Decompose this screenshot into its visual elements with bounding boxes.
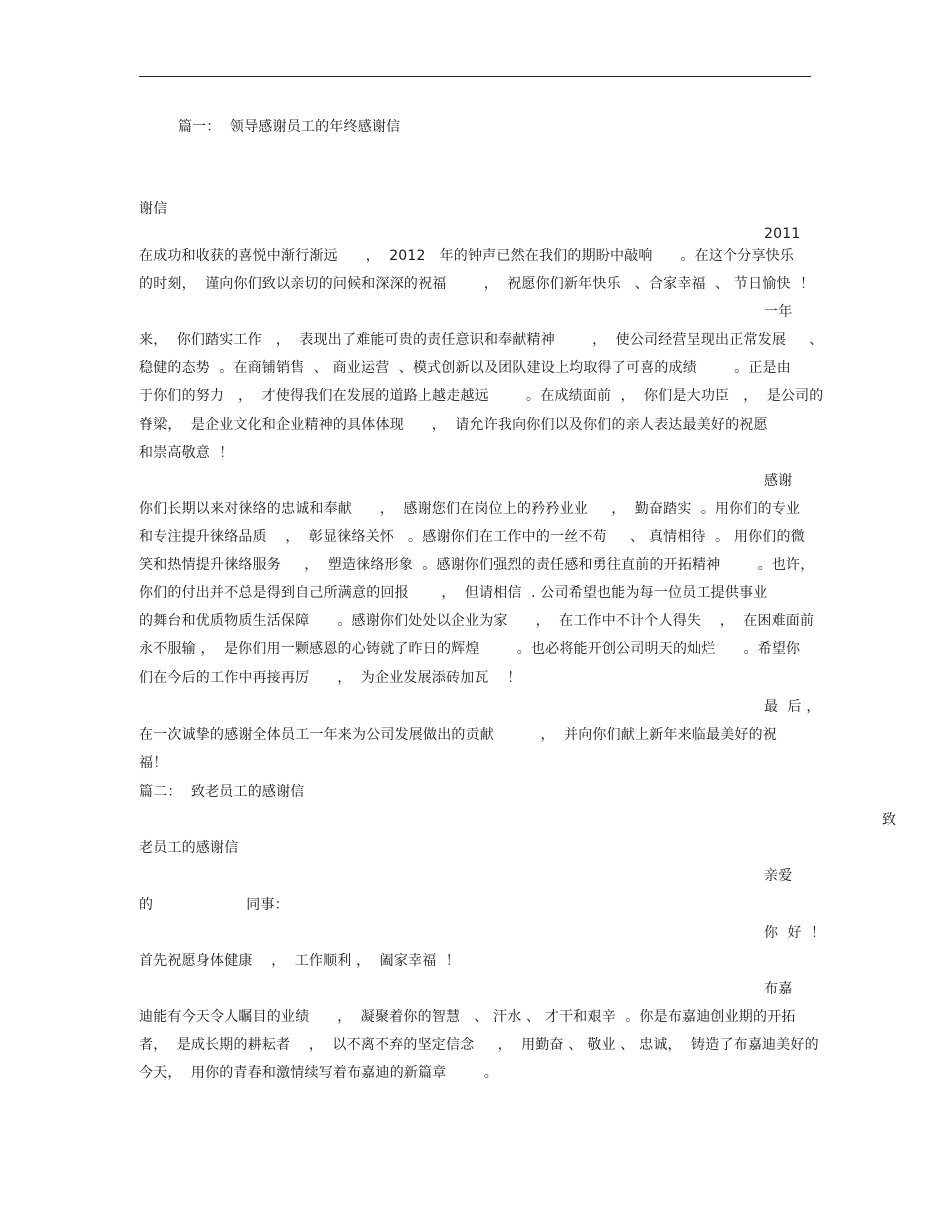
text-line: 的时刻， 谨向你们致以亲切的问候和深深的祝福 ， 祝愿你们新年快乐 、合家幸福 、 节日愉快 ！ (139, 276, 815, 292)
text-line: 谢信 (139, 201, 168, 217)
text-line: 一年 (764, 304, 793, 320)
text-line: 来， 你们踏实工作 ， 表现出了难能可贵的责任意识和奉献精神 ， 使公司经营呈现出正常发展 、 (139, 332, 824, 348)
text-line: 感谢 (764, 473, 793, 489)
text-line: 最 后 ， (764, 699, 821, 715)
text-line: 的舞台和优质物质生活保障 。感谢你们处处以企业为家 ， 在工作中不计个人得失 ， 在困难面前 (139, 613, 815, 629)
section-heading-1: 篇一： 领导感谢员工的年终感谢信 (178, 119, 401, 135)
text-line: 和崇高敬意 ！ (139, 445, 234, 461)
text-line: 的 同事： (139, 897, 289, 913)
text-line: 在成功和收获的喜悦中渐行渐远 ， 2012 年的钟声已然在我们的期盼中敲响 。在这个分享快乐 (139, 248, 795, 264)
text-line: 稳健的态势 。在商铺销售 、 商业运营 、模式创新以及团队建设上均取得了可喜的成绩 。正是由 (139, 360, 791, 376)
text-line: 你 好 ！ (764, 925, 826, 941)
text-line: 永不服输 ， 是你们用一颗感恩的心铸就了昨日的辉煌 。也必将能开创公司明天的灿烂 。希望你 (139, 641, 801, 657)
text-line: 致 (882, 812, 897, 828)
header-rule (139, 76, 811, 77)
text-line: 脊梁， 是企业文化和企业精神的具体体现 ， 请允许我向你们以及你们的亲人表达最美好的祝愿 (139, 417, 768, 433)
text-line: 于你们的努力 ， 才使得我们在发展的道路上越走越远 。在成绩面前 ， 你们是大功臣 ， 是公司的 (139, 388, 824, 404)
text-line: 福！ (139, 755, 168, 771)
text-line: 迪能有今天令人瞩目的业绩 ， 凝聚着你的智慧 、 汗水 、 才干和艰辛 。你是布嘉迪创业期的开拓 (139, 1009, 796, 1025)
text-line: 首先祝愿身体健康 ， 工作顺利 ， 阖家幸福 ！ (139, 953, 460, 969)
text-line: 和专注提升徕络品质 ， 彰显徕络关怀 。感谢你们在工作中的一丝不苟 、 真情相待 。 用你们的微 (139, 529, 805, 545)
text-line: 2011 (764, 226, 801, 242)
section-heading-2: 篇二： 致老员工的感谢信 (139, 784, 305, 800)
text-line: 在一次诚挚的感谢全体员工一年来为公司发展做出的贡献 ， 并向你们献上新年来临最美好的祝 (139, 727, 777, 743)
text-line: 今天， 用你的青春和激情续写着布嘉迪的新篇章 。 (139, 1065, 498, 1081)
text-line: 亲爱 (764, 868, 793, 884)
text-line: 你们长期以来对徕络的忠诚和奉献 ， 感谢您们在岗位上的矜矜业业 ， 勤奋踏实 。用你们的专业 (139, 501, 801, 517)
text-line: 老员工的感谢信 (139, 840, 239, 856)
text-line: 笑和热情提升徕络服务 ， 塑造徕络形象 。感谢你们强烈的责任感和勇往直前的开拓精神 。也许， (139, 557, 815, 573)
text-line: 布嘉 (764, 981, 793, 997)
text-line: 者， 是成长期的耕耘者 ， 以不离不弃的坚定信念 ， 用勤奋 、 敬业 、 忠诚， 铸造了布嘉迪美好的 (139, 1037, 819, 1053)
text-line: 你们的付出并不总是得到自己所满意的回报 ， 但请相信 . 公司希望也能为每一位员工提供事业 (139, 585, 768, 601)
text-line: 们在今后的工作中再接再厉 ， 为企业发展添砖加瓦 ！ (139, 670, 522, 686)
